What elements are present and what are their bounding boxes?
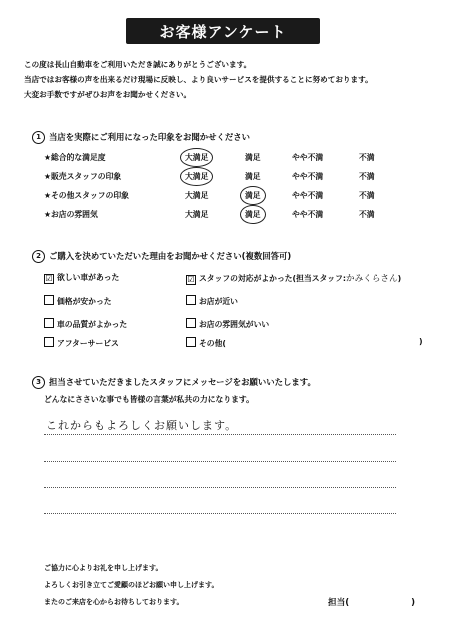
section-heading-text: 当店を実際にご利用になった印象をお聞かせください <box>49 132 250 142</box>
option-satisfied[interactable]: 満足 <box>245 191 261 200</box>
reason-label: アフターサービス <box>57 339 119 348</box>
closing-line: よろしくお引き立てご愛顧のほどお願い申し上げます。 <box>44 581 219 589</box>
reason-store-atmosphere[interactable] <box>186 318 269 330</box>
checkbox[interactable] <box>44 337 54 347</box>
checkbox[interactable] <box>186 295 196 305</box>
checkbox[interactable] <box>186 337 196 347</box>
closing-line: またのご来店を心からお待ちしております。 <box>44 598 184 606</box>
option-somewhat-dissatisfied[interactable]: やや不満 <box>292 210 324 219</box>
intro-line: この度は長山自動車をご利用いただき誠にありがとうございます。 <box>24 60 252 69</box>
option-very-satisfied[interactable]: 大満足 <box>185 191 209 200</box>
message-line <box>44 434 396 435</box>
checkbox[interactable]: ☑ <box>187 275 195 284</box>
reason-other-close-paren: ) <box>419 337 423 346</box>
option-very-satisfied[interactable]: 大満足 <box>185 210 209 219</box>
section-heading-text: 担当させていただきましたスタッフにメッセージをお願いいたします。 <box>49 377 316 387</box>
message-line <box>44 461 396 462</box>
checkbox[interactable] <box>186 318 196 328</box>
rating-row-sales-staff <box>44 168 404 186</box>
reason-car-quality[interactable] <box>44 318 127 330</box>
option-satisfied[interactable]: 満足 <box>245 153 261 162</box>
reason-staff-service[interactable] <box>186 272 401 285</box>
reason-wanted-car[interactable] <box>44 272 119 284</box>
reason-label: お店の雰囲気がいい <box>199 320 270 329</box>
reason-store-nearby[interactable] <box>186 295 238 307</box>
checkbox[interactable] <box>44 295 54 305</box>
intro-line: 大変お手数ですがぜひお声をお聞かせください。 <box>24 90 192 99</box>
option-very-satisfied[interactable]: 大満足 <box>185 153 209 162</box>
option-very-satisfied[interactable]: 大満足 <box>185 172 209 181</box>
reason-label: 欲しい車があった <box>57 273 120 282</box>
title-banner <box>126 18 320 44</box>
section-number: 1 <box>32 131 45 144</box>
reason-label: 価格が安かった <box>57 297 112 306</box>
staff-signature-field[interactable] <box>328 596 415 608</box>
signature-label: 担当( <box>328 598 350 608</box>
section-number: 2 <box>32 250 45 263</box>
section1-heading <box>32 131 250 144</box>
reason-low-price[interactable] <box>44 295 112 307</box>
closing-line: ご協力に心よりお礼を申し上げます。 <box>44 564 163 572</box>
reason-label: スタッフの対応がよかった(担当スタッフ: <box>199 274 347 283</box>
reason-suffix: ) <box>397 274 402 283</box>
section-number: 3 <box>32 376 45 389</box>
reason-label: 車の品質がよかった <box>57 320 128 329</box>
intro-line: 当店ではお客様の声を出来るだけ現場に反映し、より良いサービスを提供することに努めております。 <box>24 75 373 84</box>
option-satisfied[interactable]: 満足 <box>245 172 261 181</box>
section3-heading <box>32 376 316 389</box>
staff-name-handwritten[interactable]: かみくらさん <box>346 274 398 284</box>
closing-text <box>44 560 218 611</box>
reason-label: お店が近い <box>199 297 238 306</box>
option-satisfied[interactable]: 満足 <box>245 210 261 219</box>
section2-heading <box>32 250 291 263</box>
rating-row-other-staff <box>44 187 404 205</box>
option-dissatisfied[interactable]: 不満 <box>359 210 375 219</box>
intro-text <box>24 58 373 103</box>
page-title: お客様アンケート <box>159 22 287 41</box>
signature-close: ) <box>411 598 416 608</box>
rating-label: ★総合的な満足度 <box>44 153 106 162</box>
option-somewhat-dissatisfied[interactable]: やや不満 <box>292 172 324 181</box>
checkbox[interactable]: ☑ <box>45 274 53 283</box>
rating-row-atmosphere <box>44 206 404 224</box>
rating-row-overall <box>44 149 404 167</box>
section-heading-text: ご購入を決めていただいた理由をお聞かせください(複数回答可) <box>49 251 292 261</box>
reason-other[interactable] <box>186 337 226 349</box>
checkbox[interactable] <box>44 318 54 328</box>
reason-label: その他( <box>199 339 226 348</box>
option-dissatisfied[interactable]: 不満 <box>359 172 375 181</box>
message-line <box>44 487 396 488</box>
option-dissatisfied[interactable]: 不満 <box>359 153 375 162</box>
section3-subheading: どんなにささいな事でも皆様の言葉が私共の力になります。 <box>44 395 254 404</box>
rating-label: ★販売スタッフの印象 <box>44 172 122 181</box>
option-somewhat-dissatisfied[interactable]: やや不満 <box>292 191 324 200</box>
rating-label: ★その他スタッフの印象 <box>44 191 129 200</box>
option-dissatisfied[interactable]: 不満 <box>359 191 375 200</box>
option-somewhat-dissatisfied[interactable]: やや不満 <box>292 153 324 162</box>
rating-label: ★お店の雰囲気 <box>44 210 98 219</box>
reason-after-service[interactable] <box>44 337 119 349</box>
message-handwritten[interactable]: これからもよろしくお願いします。 <box>46 419 238 432</box>
message-line <box>44 513 396 514</box>
